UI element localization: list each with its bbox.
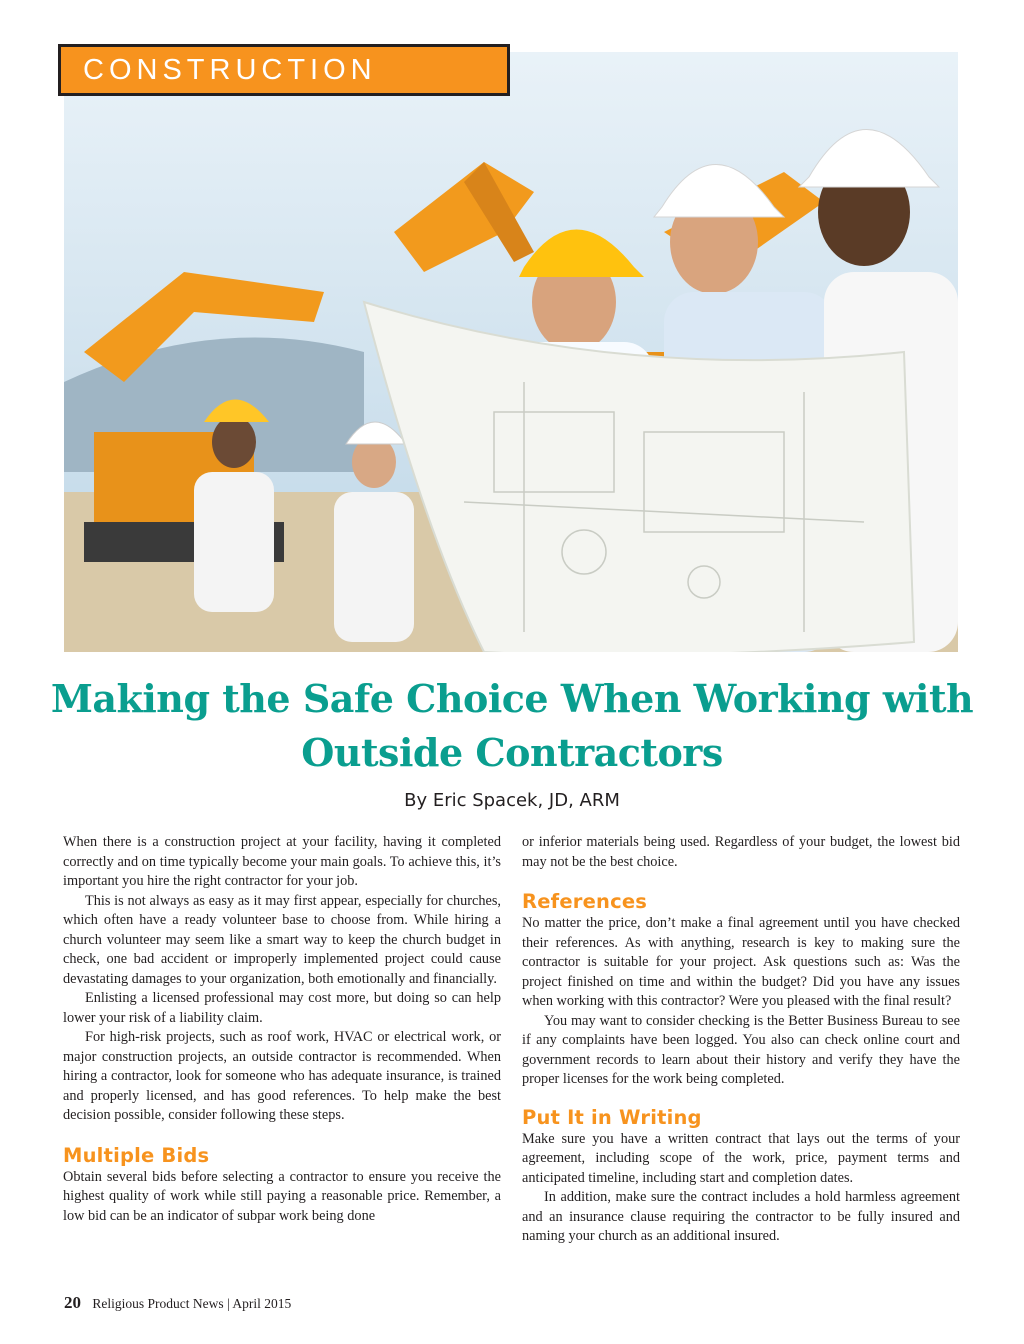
hero-photo bbox=[64, 52, 958, 652]
page-footer bbox=[64, 1293, 291, 1313]
byline: By Eric Spacek, JD, ARM bbox=[404, 790, 620, 811]
publication-name: Religious Product News bbox=[92, 1296, 224, 1311]
right-column bbox=[522, 833, 960, 1247]
left-column bbox=[63, 833, 501, 1226]
paragraph: This is not always as easy as it may first appear, especially for churches, which often have a ready volunteer base to choose from. While hiring a church volunteer may seem like a smart way to keep the church budget in check, one bad accident or improperly implemented project could cause devastating damages to your organization, both emotionally and financially. bbox=[63, 892, 501, 987]
section-heading-multiple-bids: Multiple Bids bbox=[63, 1143, 210, 1167]
paragraph: Obtain several bids before selecting a contractor to ensure you receive the highest quality of work while still paying a reasonable price. Remember, a low bid can be an indicator of subpar work being done bbox=[63, 1168, 501, 1224]
footer-separator: | bbox=[227, 1296, 230, 1311]
paragraph: You may want to consider checking is the Better Business Bureau to see if any complaints have been logged. You also can check online court and government records to learn about their history and verify they have the proper licenses for the work being completed. bbox=[522, 1012, 960, 1087]
paragraph: No matter the price, don’t make a final agreement until you have checked their references. As with anything, research is key to making sure the contractor is suitable for your project. Ask questions such as: Was the project finished on time and within the budget? Did you have any issues when working with this contractor? Were you pleased with the final result? bbox=[522, 915, 960, 1009]
section-tag bbox=[58, 44, 510, 96]
paragraph: Make sure you have a written contract that lays out the terms of your agreement, including scope of the work, price, payment terms and anticipated timeline, including start and completion dates. bbox=[522, 1130, 960, 1186]
page-number: 20 bbox=[64, 1293, 81, 1312]
issue-date: April 2015 bbox=[232, 1296, 292, 1311]
paragraph: In addition, make sure the contract includes a hold harmless agreement and an insurance clause requiring the contractor to be fully insured and naming your church as an additional insured. bbox=[522, 1189, 960, 1244]
paragraph: Enlisting a licensed professional may cost more, but doing so can help lower your risk of a liability claim. bbox=[63, 990, 501, 1026]
paragraph: For high-risk projects, such as roof work, HVAC or electrical work, or major construction projects, an outside contractor is recommended. When hiring a contractor, look for someone who has adequate insurance, is trained and properly licensed, and has good references. To help make the best decision possible, consider following these steps. bbox=[63, 1029, 501, 1123]
construction-workers-illustration bbox=[64, 52, 958, 652]
paragraph: When there is a construction project at your facility, having it completed correctly and on time typically become your main goals. To achieve this, it’s important you hire the right contractor for your job. bbox=[63, 834, 501, 889]
article-title: Making the Safe Choice When Working with Outside Contractors bbox=[50, 676, 974, 775]
section-label: CONSTRUCTION bbox=[83, 54, 377, 86]
section-heading-references: References bbox=[522, 890, 648, 913]
section-heading-put-it-in-writing: Put It in Writing bbox=[522, 1105, 702, 1129]
paragraph: or inferior materials being used. Regardless of your budget, the lowest bid may not be the best choice. bbox=[522, 834, 960, 870]
